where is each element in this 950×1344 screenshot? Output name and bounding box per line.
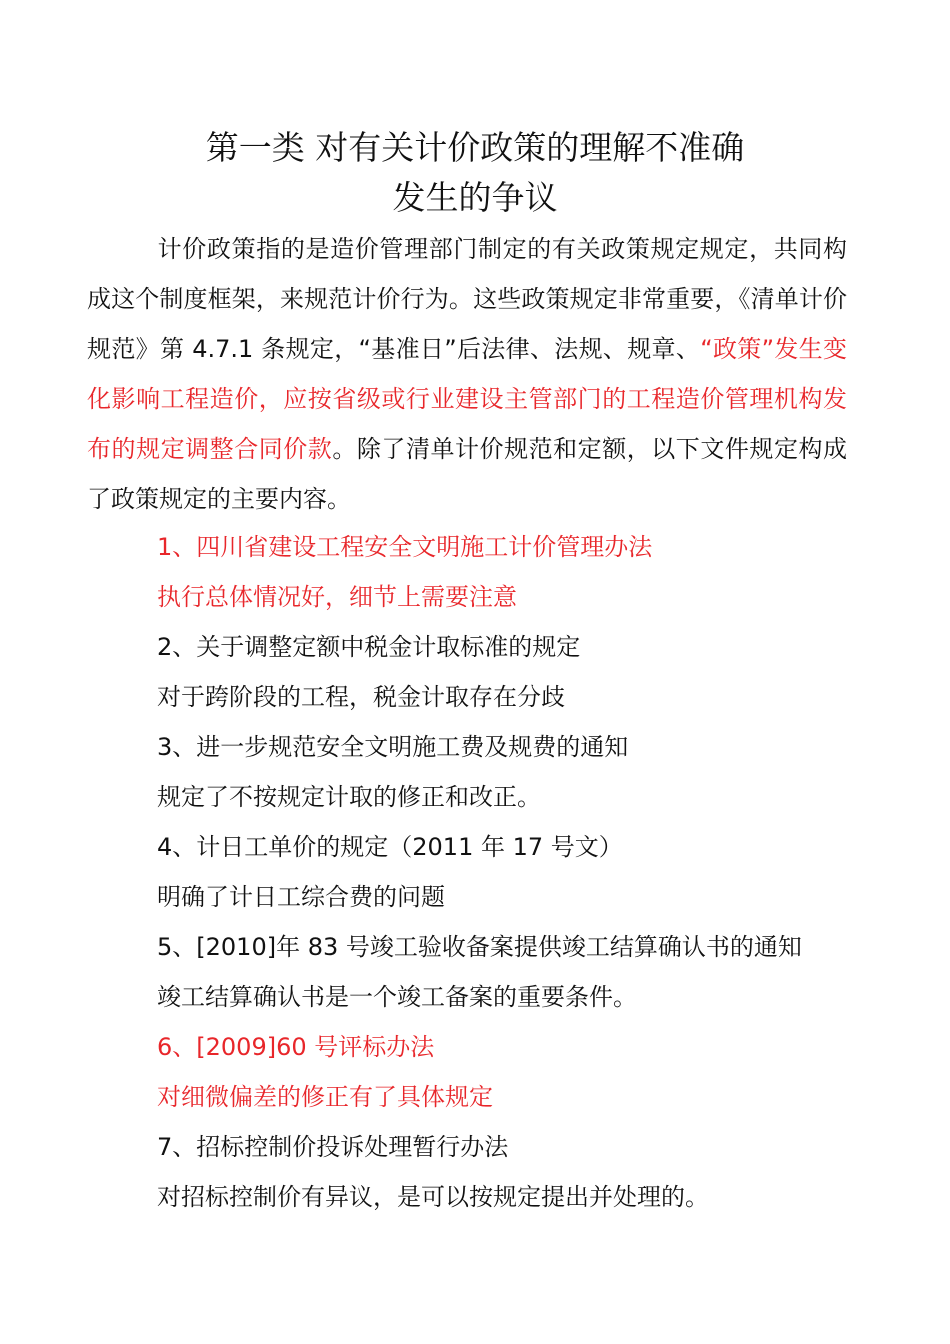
item-4-note: 明确了计日工综合费的问题 [157, 883, 445, 911]
intro-text-after: 。除了清单计价规范和定额，以下文件规定构成了政策规定的主要内容。 [87, 435, 848, 513]
item-2-note: 对于跨阶段的工程，税金计取存在分歧 [157, 683, 565, 711]
intro-text-before: 计价政策指的是造价管理部门制定的有关政策规定规定，共同构成这个制度框架，来规范计价行为。这些政策规定非常重要，《清单计价规范》第 4.7.1 条规定，“基准日”后法律、法规、规章、 [87, 235, 847, 363]
item-7-heading: 7、招标控制价投诉处理暂行办法 [157, 1133, 509, 1161]
item-5-note: 竣工结算确认书是一个竣工备案的重要条件。 [157, 983, 637, 1011]
item-6-note: 对细微偏差的修正有了具体规定 [157, 1083, 493, 1111]
intro-text-highlight: “政策”发生变化影响工程造价，应按省级或行业建设主管部门的工程造价管理机构发布的规定调整合同价款 [87, 335, 847, 463]
document-title-line-1: 第一类 对有关计价政策的理解不准确 [205, 128, 745, 167]
item-3-note: 规定了不按规定计取的修正和改正。 [157, 783, 541, 811]
item-6-heading: 6、[2009]60 号评标办法 [157, 1033, 435, 1061]
item-3-heading: 3、进一步规范安全文明施工费及规费的通知 [157, 733, 629, 761]
item-2-heading: 2、关于调整定额中税金计取标准的规定 [157, 633, 581, 661]
item-1-note: 执行总体情况好，细节上需要注意 [157, 583, 517, 611]
intro-paragraph [87, 224, 847, 524]
item-4-heading: 4、计日工单价的规定（2011 年 17 号文） [157, 833, 623, 861]
item-5-heading: 5、[2010]年 83 号竣工验收备案提供竣工结算确认书的通知 [157, 933, 802, 961]
document-title-line-2: 发生的争议 [392, 178, 558, 217]
item-7-note: 对招标控制价有异议，是可以按规定提出并处理的。 [157, 1183, 709, 1211]
item-1-heading: 1、四川省建设工程安全文明施工计价管理办法 [157, 533, 653, 561]
